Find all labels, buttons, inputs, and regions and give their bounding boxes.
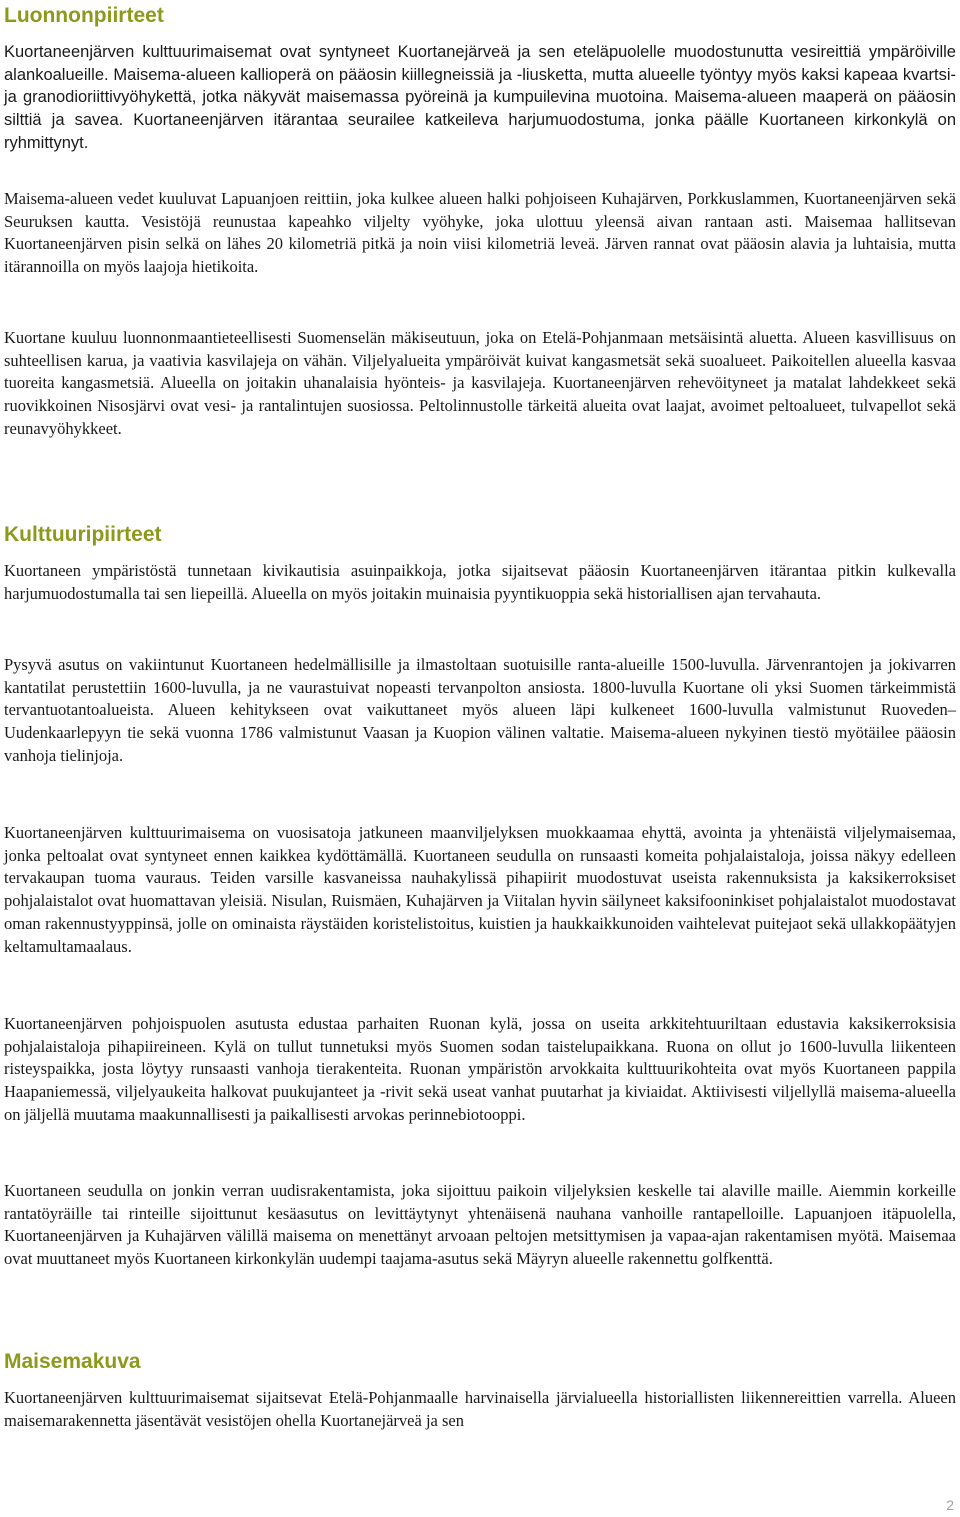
section-heading-luonnonpiirteet: Luonnonpiirteet	[4, 4, 164, 27]
page-number: 2	[946, 1497, 954, 1513]
paragraph-uudisrakentaminen: Kuortaneen seudulla on jonkin verran uudisrakentamista, joka sijoittuu paikoin viljelyksien keskelle tai alaville maille. Aiemmin korkeille rantatöyräille tai rinteille sijoittunut kesäasutus on levittäytynyt yhtenäisenä nauhana vanhoille rantapelloille. Lapuanjoen itäpuolella, Kuortaneenjärven ja Kuhajärven välillä maisema on menettänyt arvoaan peltojen metsittymisen ja vapaa-ajan rakentamisen myötä. Maisemaa ovat muuttaneet myös Kuortaneen kirkonkylän uudempi taajama-asutus sekä Mäyryn alueelle rakennettu golfkenttä.	[4, 1181, 956, 1269]
paragraph-kulttuurimaisema: Kuortaneenjärven kulttuurimaisema on vuosisatoja jatkuneen maanviljelyksen muokkaamaa ehyttä, avointa ja yhtenäistä viljelymaisemaa, jonka peltoalat ovat syntyneet ennen kaikkea kydöttämällä. Kuortaneen seudulla on runsaasti komeita pohjalaistaloja, joissa näkyy edelleen tervakaupan tuoma vauraus. Teiden varsille kasvaneissa nauhakylissä pihapiirit muodostuvat useista rakennuksista ja kaksikerroksiset pohjalaistalot ovat huomattavan yleisiä. Nisulan, Ruismäen, Kuhajärven ja Viitalan hyvin säilyneet kaksifooninkiset pohjalaistalot muodostavat oman rakennustyyppinsä, jolle on ominaista räystäiden koristelistoitus, kuistien ja haukkaikkunoiden vaihtelevat puitejaot sekä ullakkopäätyjen keltamultamaalaus.	[4, 823, 956, 956]
paragraph-kasvillisuus: Kuortane kuuluu luonnonmaantieteellisesti Suomenselän mäkiseutuun, joka on Etelä-Pohjanmaan metsäisintä aluetta. Alueen kasvillisuus on suhteellisen karua, ja vaativia kasvilajeja on vähän. Viljelyalueita ympäröivät kuivat kangasmetsät sekä suoalueet. Paikoitellen alueella kasvaa tuoreita kangasmetsiä. Alueella on joitakin uhanalaisia hyönteis- ja kasvilajeja. Kuortaneenjärven rehevöityneet ja matalat lahdekkeet sekä ruovikkoinen Nisosjärvi ovat vesi- ja rantalintujen suosiossa. Peltolinnustolle tärkeitä alueita ovat laajat, avoimet peltoalueet, tulvapellot sekä reunavyöhykkeet.	[4, 328, 956, 438]
paragraph-maisemakuva: Kuortaneenjärven kulttuurimaisemat sijaitsevat Etelä-Pohjanmaalle harvinaisella järvialueella historiallisten liikennereittien varrella. Alueen maisemarakennetta jäsentävät vesistöjen ohella Kuortanejärveä ja sen	[4, 1388, 956, 1430]
paragraph-muinaisjaannokset: Kuortaneen ympäristöstä tunnetaan kivikautisia asuinpaikkoja, jotka sijaitsevat pääosin Kuortaneenjärven itärantaa pitkin kulkevalla harjumuodostumalla tai sen liepeillä. Alueella on myös joitakin muinaisia pyyntikuoppia sekä historiallisen ajan tervahauta.	[4, 561, 956, 603]
paragraph-asutushistoria: Pysyvä asutus on vakiintunut Kuortaneen hedelmällisille ja ilmastoltaan suotuisille ranta-alueille 1500-luvulla. Järvenrantojen ja jokivarren kantatilat perustettiin 1600-luvulla, ja ne vaurastuivat nopeasti tervanpolton ansiosta. 1800-luvulla Kuortane oli yksi Suomen tärkeimmistä tervantuotantoalueista. Alueen kehitykseen ovat vaikuttaneet myös alueen läpi kulkeneet 1600-luvulla valmistunut Ruoveden–Uudenkaarlepyyn tie sekä vuonna 1786 valmistunut Vaasan ja Kuopion välinen valtatie. Maisema-alueen nykyinen tiestö myötäilee pääosin vanhoja tielinjoja.	[4, 655, 956, 765]
paragraph-kalliopera: Kuortaneenjärven kulttuurimaisemat ovat syntyneet Kuortanejärveä ja sen eteläpuolelle muodostunutta vesireittiä ympäröiville alankoalueille. Maisema-alueen kallioperä on pääosin kiillegneissiä ja -liusketta, mutta alueelle työntyy myös kaksi kapeaa kvartsi- ja granodioriittivyöhykettä, jotka näkyvät maisemassa pyöreinä ja kumpuilevina muotoina. Maisema-alueen maaperä on pääosin silttiä ja savea. Kuortaneenjärven itärantaa seurailee katkeileva harjumuodostuma, jonka päälle Kuortaneen kirkonkylä on ryhmittynyt.	[4, 43, 956, 152]
section-heading-maisemakuva: Maisemakuva	[4, 1350, 141, 1373]
section-heading-kulttuuripiirteet: Kulttuuripiirteet	[4, 523, 162, 546]
paragraph-vedet: Maisema-alueen vedet kuuluvat Lapuanjoen reittiin, joka kulkee alueen halki pohjoiseen Kuhajärven, Porkkuslammen, Kuortaneenjärven sekä Seuruksen kautta. Vesistöjä reunustaa kapeahko viljelty vyöhyke, joka ulottuu yleensä aivan rantaan asti. Maisemaa hallitsevan Kuortaneenjärven pisin selkä on lähes 20 kilometriä pitkä ja noin viisi kilometriä leveä. Järven rannat ovat pääosin alavia ja luhtaisia, mutta itärannoilla on myös laajoja hietikoita.	[4, 189, 956, 277]
paragraph-ruona: Kuortaneenjärven pohjoispuolen asutusta edustaa parhaiten Ruonan kylä, jossa on useita arkkitehtuuriltaan edustavia kaksikerroksisia pohjalaistaloja pihapiireineen. Kylä on tullut tunnetuksi myös Suomen sodan taistelupaikkana. Ruona on ollut jo 1600-luvulla liikenteen risteyspaikka, josta löytyy runsaasti vanhoja tierakenteita. Ruonan ympäristön arvokkaita kulttuurikohteita ovat myös Kuortaneen pappila Haapaniemessä, viljelyaukeita halkovat puukujanteet ja -rivit sekä useat vanhat puutarhat ja kiviaidat. Aktiivisesti viljellyllä maisema-alueella on jäljellä muutama maakunnallisesti ja paikallisesti arvokas perinnebiotooppi.	[4, 1014, 956, 1124]
